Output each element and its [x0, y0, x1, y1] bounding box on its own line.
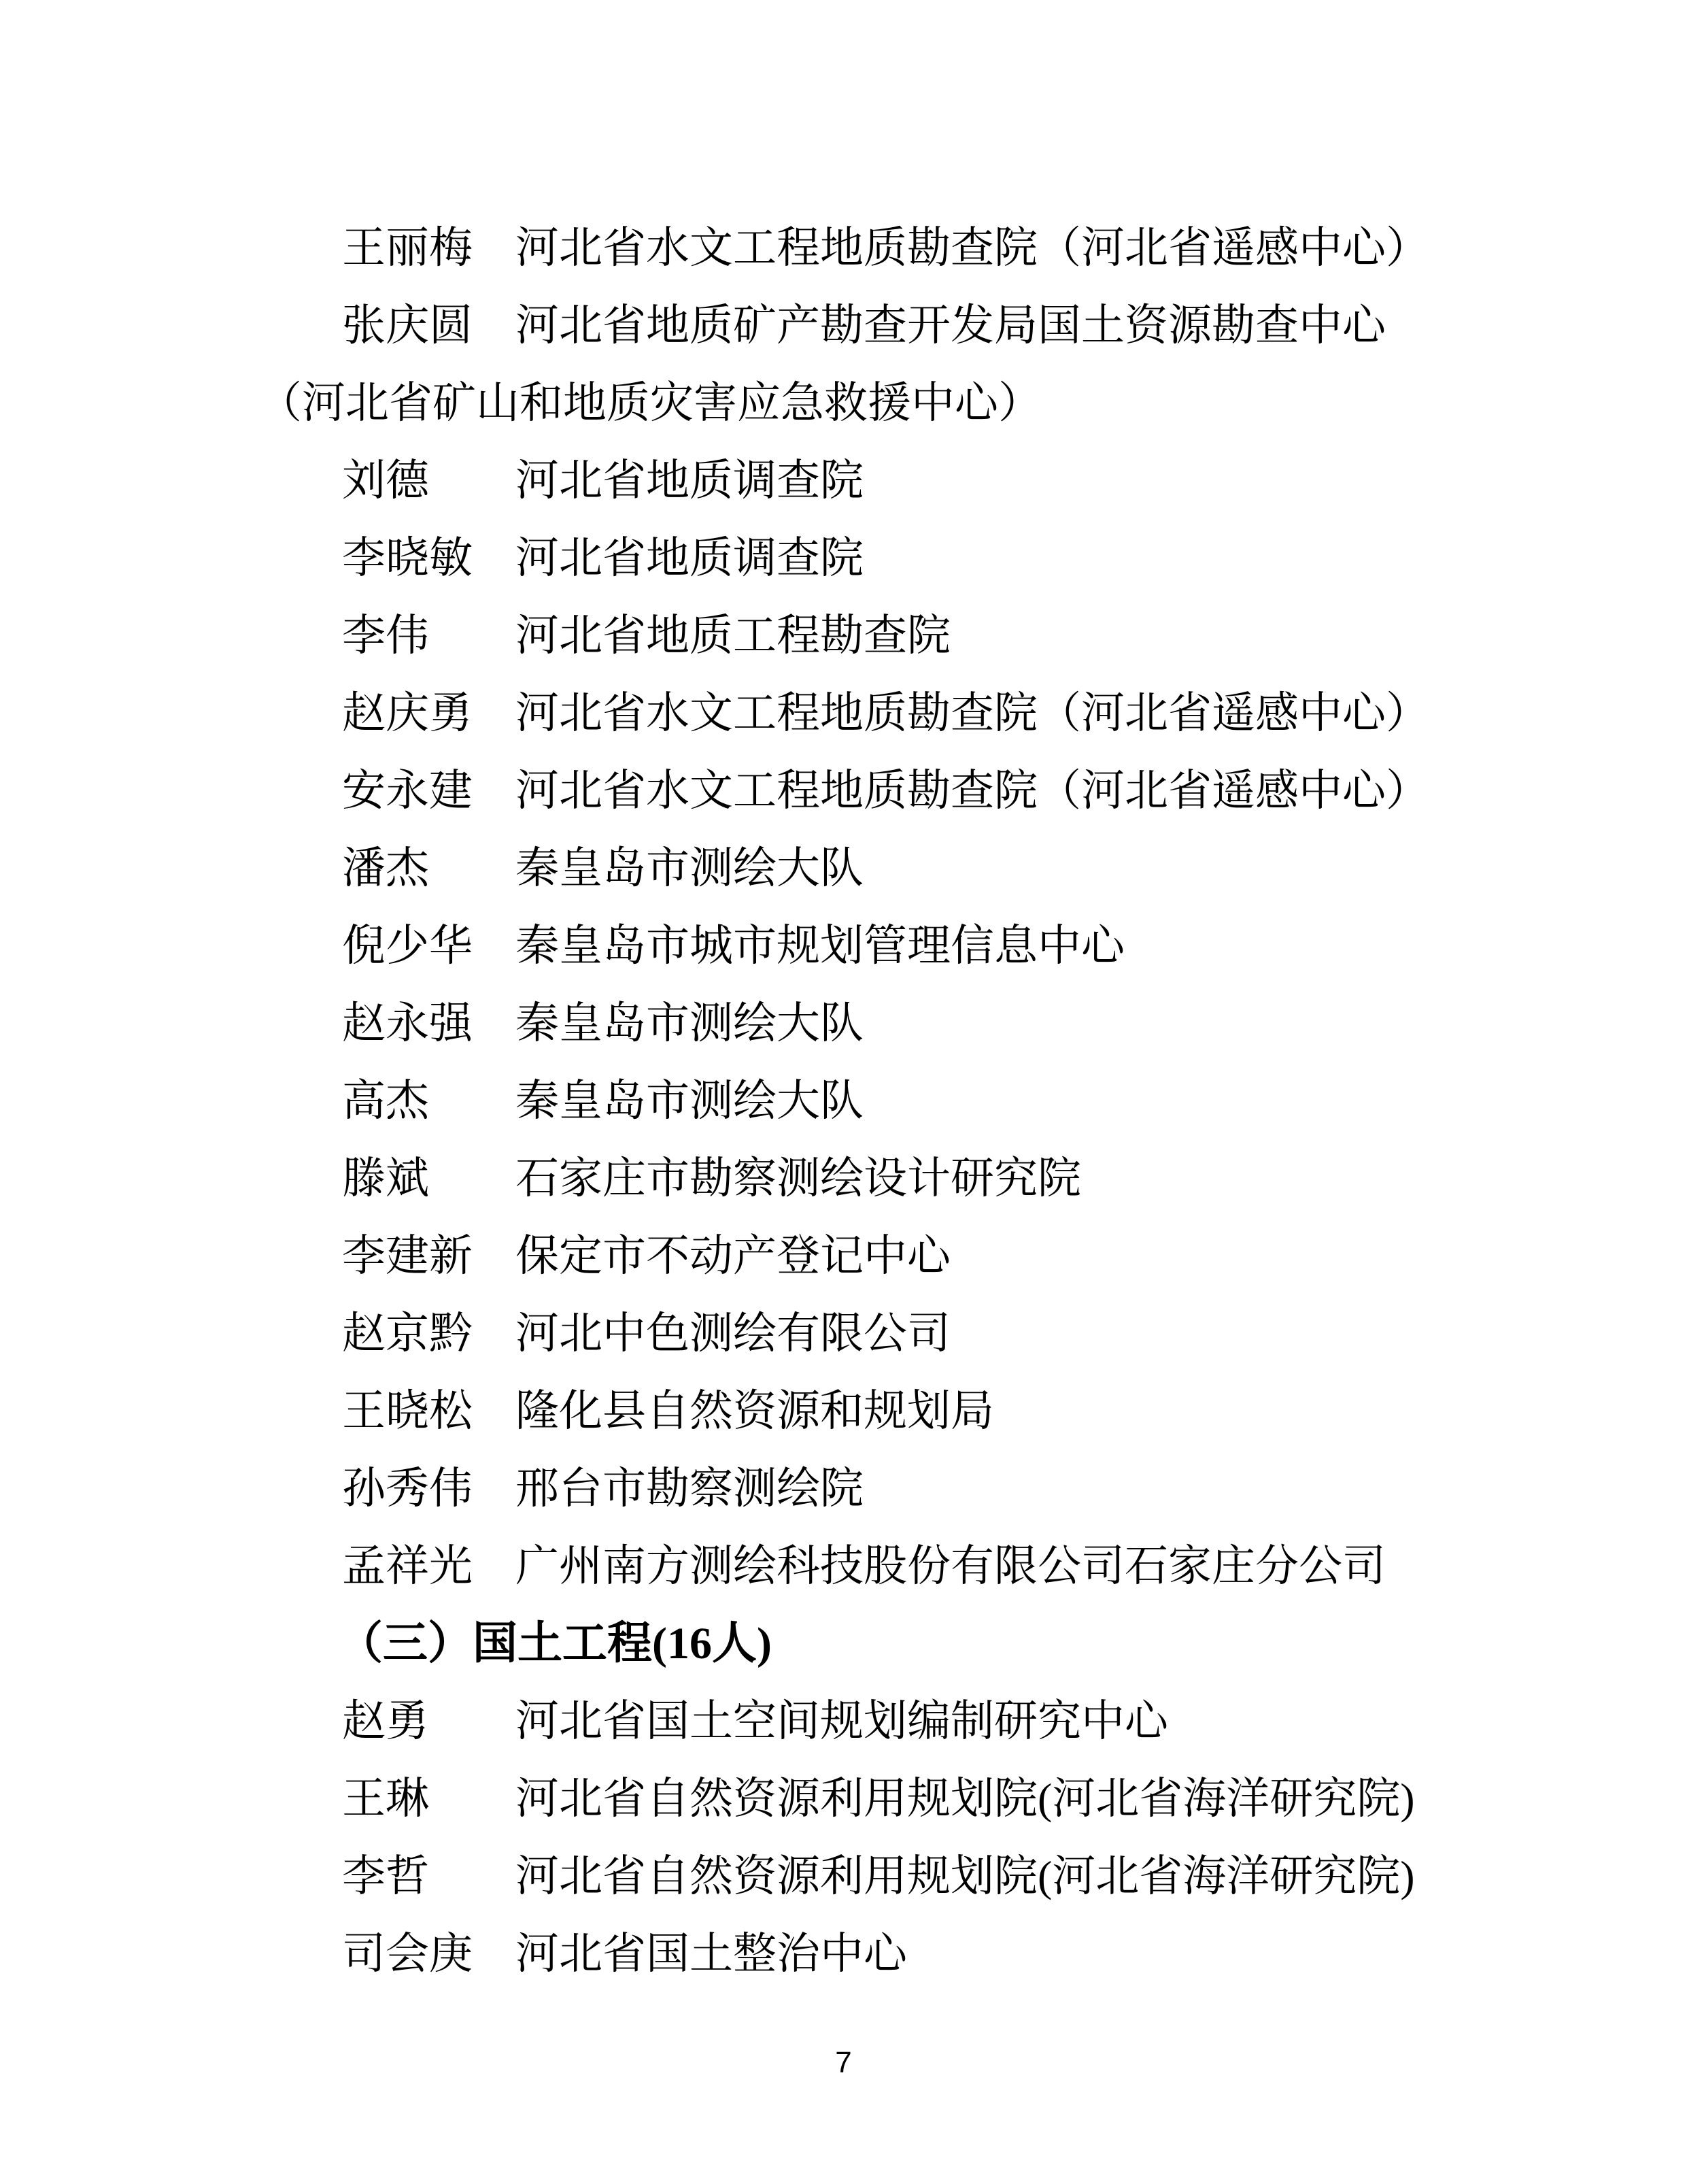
organization-name: 河北省水文工程地质勘查院（河北省遥感中心）	[515, 767, 1429, 815]
list-row	[0, 1062, 1687, 1140]
person-name: 孟祥光	[342, 1542, 473, 1590]
person-name: 李晓敏	[342, 534, 473, 582]
organization-name: 秦皇岛市测绘大队	[515, 1077, 864, 1125]
organization-name: 秦皇岛市测绘大队	[515, 844, 864, 892]
list-row	[0, 907, 1687, 985]
list-row	[0, 442, 1687, 520]
person-name: 张庆圆	[342, 301, 473, 350]
person-name: 赵庆勇	[342, 689, 473, 737]
person-name: 安永建	[342, 767, 473, 815]
organization-name: 河北省地质工程勘查院	[515, 611, 951, 660]
list-row	[0, 1140, 1687, 1217]
organization-name: 河北省自然资源利用规划院(河北省海洋研究院)	[515, 1852, 1415, 1900]
list-row	[0, 1760, 1687, 1838]
organization-name: 河北省地质调查院	[515, 456, 864, 505]
person-name: 倪少华	[342, 922, 473, 970]
person-name: 王丽梅	[342, 224, 473, 272]
list-row	[0, 209, 1687, 287]
list-row	[0, 985, 1687, 1062]
organization-name: 河北省水文工程地质勘查院（河北省遥感中心）	[515, 224, 1429, 272]
list-row	[0, 1373, 1687, 1450]
person-name: 高杰	[342, 1077, 429, 1125]
organization-name: 河北省水文工程地质勘查院（河北省遥感中心）	[515, 689, 1429, 737]
list-row	[0, 1915, 1687, 1993]
list-row	[0, 830, 1687, 907]
page-number: 7	[835, 2046, 852, 2079]
name-list	[0, 209, 1687, 1993]
organization-name: 秦皇岛市城市规划管理信息中心	[515, 922, 1125, 970]
person-name: 李伟	[342, 611, 429, 660]
person-name: 赵京黔	[342, 1309, 473, 1358]
organization-name: 广州南方测绘科技股份有限公司石家庄分公司	[515, 1542, 1386, 1590]
person-name: 赵勇	[342, 1697, 429, 1745]
list-row	[0, 752, 1687, 830]
person-name: 孙秀伟	[342, 1464, 473, 1513]
list-row	[0, 675, 1687, 752]
person-name: 李建新	[342, 1232, 473, 1280]
section-header: （三）国土工程(16人)	[338, 1619, 772, 1668]
organization-name: 河北省地质调查院	[515, 534, 864, 582]
person-name: 王晓松	[342, 1387, 473, 1435]
organization-name: 邢台市勘察测绘院	[515, 1464, 864, 1513]
list-row	[0, 1295, 1687, 1373]
person-name: 赵永强	[342, 999, 473, 1047]
person-name: 潘杰	[342, 844, 429, 892]
person-name: 李哲	[342, 1852, 429, 1900]
organization-name: 石家庄市勘察测绘设计研究院	[515, 1154, 1081, 1203]
list-row	[0, 1838, 1687, 1915]
person-name: 司会庚	[342, 1930, 473, 1978]
person-name: 王琳	[342, 1775, 429, 1823]
organization-continuation: （河北省矿山和地质灾害应急救援中心）	[258, 379, 1042, 427]
list-row	[0, 1217, 1687, 1295]
organization-name: 保定市不动产登记中心	[515, 1232, 951, 1280]
list-row	[0, 520, 1687, 597]
list-row	[0, 287, 1687, 365]
organization-name: 秦皇岛市测绘大队	[515, 999, 864, 1047]
organization-name: 河北省自然资源利用规划院(河北省海洋研究院)	[515, 1775, 1415, 1823]
person-name: 滕斌	[342, 1154, 429, 1203]
person-name: 刘德	[342, 456, 429, 505]
list-row	[0, 597, 1687, 675]
organization-name: 河北省国土整治中心	[515, 1930, 907, 1978]
organization-name: 河北省地质矿产勘查开发局国土资源勘查中心	[515, 301, 1386, 350]
organization-name: 隆化县自然资源和规划局	[515, 1387, 994, 1435]
list-row	[0, 1450, 1687, 1528]
list-row	[0, 1683, 1687, 1760]
organization-name: 河北省国土空间规划编制研究中心	[515, 1697, 1168, 1745]
list-row	[0, 1528, 1687, 1605]
organization-name: 河北中色测绘有限公司	[515, 1309, 951, 1358]
